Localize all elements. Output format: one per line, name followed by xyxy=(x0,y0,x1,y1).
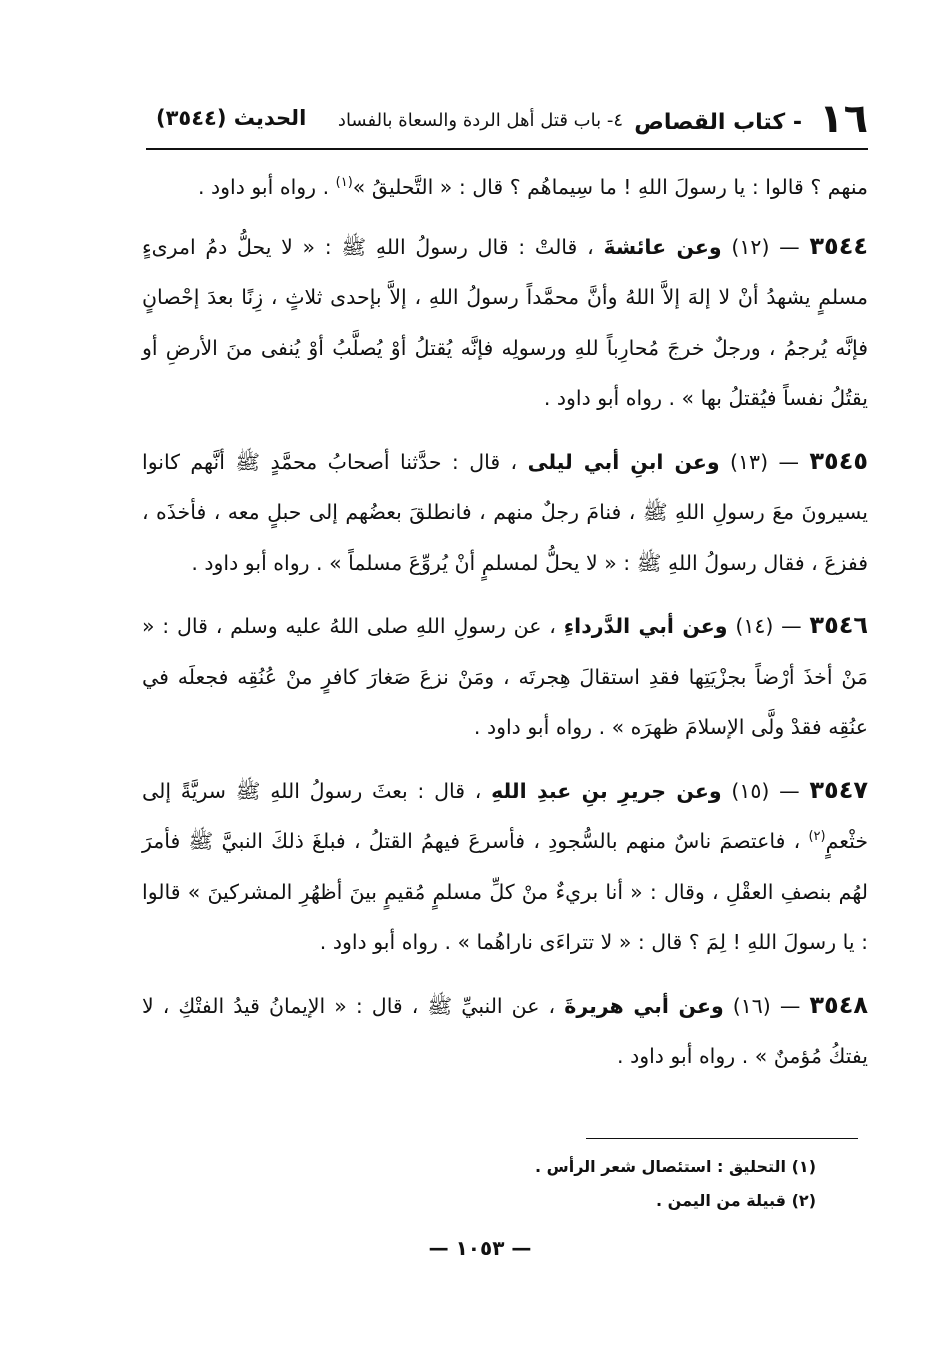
hadith-3544 xyxy=(142,221,868,424)
footnote-ref: (٢) xyxy=(808,829,826,845)
hadith-index: — (١٢) xyxy=(731,234,800,259)
paragraph-continuation xyxy=(142,162,868,213)
hadith-narrator: وعن جريرِ بنِ عبدِ اللهِ xyxy=(491,778,722,803)
hadith-3548 xyxy=(142,980,868,1082)
footnote-2: (٢) قبيلة من اليمن . xyxy=(656,1191,816,1210)
hadith-narrator: وعن أبي هريرةَ xyxy=(564,993,724,1018)
hadith-number: ٣٥٤٥ xyxy=(809,446,868,475)
hadith-narrator: وعن أبي الدَّرداءِ xyxy=(563,614,728,638)
header-divider xyxy=(146,148,868,150)
section-title: ٤- باب قتل أهل الردة والسعاة بالفساد xyxy=(337,110,623,131)
hadith-3546 xyxy=(142,600,868,753)
hadith-text: ، عن رسولِ اللهِ صلى اللهُ عليه وسلم ، قال : « مَنْ أخذَ أرْضاً بجزْيَتِها فقدِ استقالَ هِجرتَه ، ومَنْ نزعَ صَغارَ كافرٍ منْ عُنُقِه فجعلَه في عنُقِه فقدْ ولَّى الإسلامَ ظهرَه » . رواه أبو داود . xyxy=(142,614,868,739)
hadith-number: ٣٥٤٧ xyxy=(809,775,868,804)
paragraph-tail: . رواه أبو داود . xyxy=(197,175,330,199)
hadith-narrator: وعن ابنِ أبي ليلى xyxy=(527,449,720,474)
hadith-index: — (١٥) xyxy=(731,778,800,803)
paragraph-text: منهم ؟ قالوا : يا رسولَ اللهِ ! ما سِيماهُم ؟ قال : « التَّحليقُ » xyxy=(352,175,868,199)
hadith-number: ٣٥٤٦ xyxy=(809,611,869,639)
page-number: — ١٠٥٣ — xyxy=(428,1236,532,1260)
hadith-index: — (١٤) xyxy=(735,614,802,638)
hadith-text: ، قالتْ : قال رسولُ اللهِ ﷺ : « لا يحلُّ دمُ امرىءٍ مسلمٍ يشهدُ أنْ لا إلهَ إلاَّ اللهُ وأنَّ محمَّداً رسولُ اللهِ ، إلاَّ بإحدى ثلاثٍ ، زِنًا بعدَ إحْصانٍ فإنَّه يُرجمُ ، ورجلٌ خرجَ مُحارِباً للهِ ورسولِه فإنَّه يُقتلُ أوْ يُصلَّبُ أوْ يُنفى منَ الأرضِ أو يقتُلُ نفساً فيُقتلُ بها » . رواه أبو داود . xyxy=(142,234,868,410)
footnote-1: (١) التحليق : استئصال شعر الرأس . xyxy=(535,1157,816,1176)
hadith-text-tail: ، فاعتصمَ ناسٌ منهم بالسُّجودِ ، فأسرعَ فيهمُ القتلُ ، فبلغَ ذلكَ النبيَّ ﷺ فأمرَ لهُم بنصفِ العقْلِ ، وقال : « أنا بريءٌ منْ كلِّ مسلمٍ مُقيمٍ بينَ أظهُرِ المشركينَ » قالوا : يا رسولَ اللهِ ! لِمَ ؟ قال : « لا تتراءَى ناراهُما » . رواه أبو داود . xyxy=(142,829,868,954)
hadith-index: — (١٣) xyxy=(730,449,799,474)
chapter-title: - كتاب القصاص xyxy=(634,110,802,135)
hadith-number: ٣٥٤٤ xyxy=(809,231,868,260)
chapter-number: ١٦ xyxy=(819,96,868,142)
footnotes xyxy=(400,1150,816,1218)
hadith-3547 xyxy=(142,765,868,968)
hadith-text: ، قال : بعثَ رسولُ اللهِ ﷺ سريَّةً إلى خثْعمٍ xyxy=(142,778,868,853)
hadith-text: ، قال : حدَّثنا أصحابُ محمَّدٍ ﷺ أنَّهم كانوا يسيرونَ معَ رسولِ اللهِ ﷺ ، فنامَ رجلٌ منهم ، فانطلقَ بعضُهم إلى حبلٍ معه ، فأخذَه ، ففزعَ ، فقال رسولُ اللهِ ﷺ : « لا يحلُّ لمسلمٍ أنْ يُروِّعَ مسلماً » . رواه أبو داود . xyxy=(142,449,868,575)
hadith-text: ، عن النبيِّ ﷺ ، قال : « الإيمانُ قيدُ الفتْكِ ، لا يفتكُ مُؤمنٌ » . رواه أبو داود . xyxy=(142,993,868,1068)
footnote-ref: (١) xyxy=(335,175,353,191)
hadith-index: — (١٦) xyxy=(732,993,801,1018)
footnote-divider xyxy=(586,1138,858,1139)
hadith-range: الحديث (٣٥٤٤) xyxy=(156,106,307,130)
hadith-number: ٣٥٤٨ xyxy=(809,990,868,1019)
main-text xyxy=(142,162,868,1094)
hadith-3545 xyxy=(142,436,868,589)
hadith-narrator: وعن عائشةَ xyxy=(603,234,722,259)
page-header xyxy=(148,96,868,146)
